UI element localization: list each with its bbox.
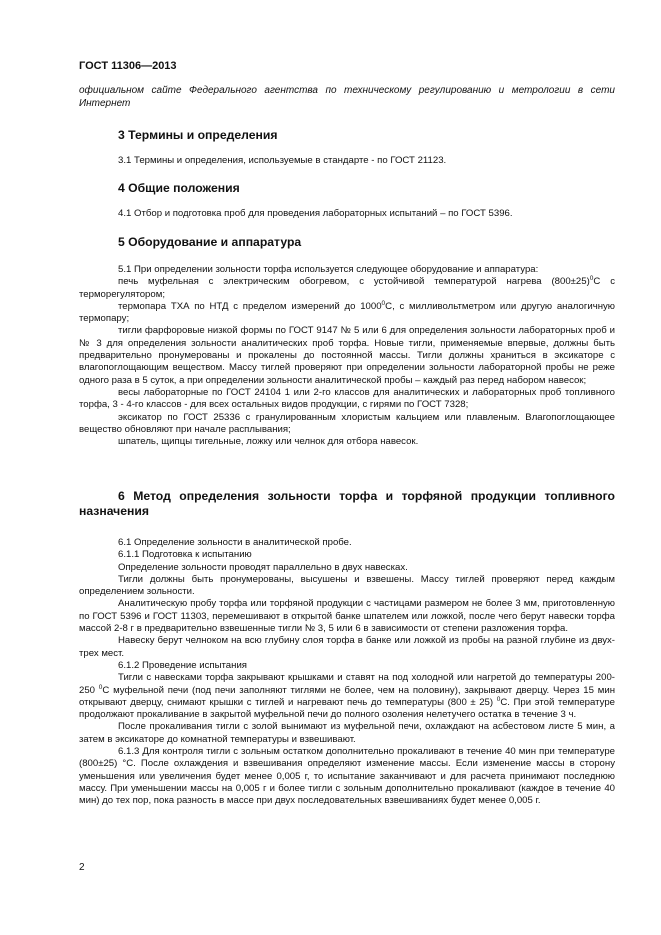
paragraph-6-1-1: 6.1.1 Подготовка к испытанию bbox=[118, 549, 252, 561]
degree-superscript: 0 bbox=[589, 275, 594, 283]
paragraph-heating: Тигли с навесками торфа закрывают крышками и ставят на под холодной или нагретой до температуры 200-250 $^0$С муфельной печи (под печи заполняют тиглями не более, чем на половину), закрывают дверцу. Через 15 мин открывают дверцу, снимают крышки с тиглей и нагревают печь до температуры (800 ± 25) $^0$С. При этой температуре продолжают прокаливание в закрытой муфельной печи до полного озоления нелетучего остатка в течение 3 ч. bbox=[79, 672, 615, 721]
paragraph-sample-prep: Аналитическую пробу торфа или торфяной продукции с частицами размером не более 3 мм, приготовленную по ГОСТ 5396 и ГОСТ 11303, перемешивают в открытой банке шпателем или ложкой, после чего берут навески торфа массой 2-8 г в предварительно взвешенные тигли № 3, 5 или 6 в зависимости от степени разложения торфа. bbox=[79, 598, 615, 635]
paragraph-sampling: Навеску берут челноком на всю глубину слоя торфа в банке или ложкой из пробы на разной глубине из двух-трех мест. bbox=[79, 635, 615, 659]
paragraph-4-1: 4.1 Отбор и подготовка проб для проведения лабораторных испытаний – по ГОСТ 5396. bbox=[118, 208, 513, 219]
section-5-body bbox=[79, 264, 615, 448]
paragraph-3-1: 3.1 Термины и определения, используемые в стандарте - по ГОСТ 21123. bbox=[118, 155, 447, 166]
document-id-header: ГОСТ 11306—2013 bbox=[79, 60, 177, 72]
paragraph-6-1: 6.1 Определение зольности в аналитической пробе. bbox=[118, 537, 352, 548]
paragraph-thermocouple: термопара ТХА по НТД с пределом измерений до 1000$^0$С, с милливольтметром или другую аналогичную термопару; bbox=[79, 299, 615, 325]
section-5-title: 5 Оборудование и аппаратура bbox=[118, 235, 302, 249]
section-6-title: 6 Метод определения зольности торфа и торфяной продукции топливного назначения bbox=[79, 489, 615, 518]
intro-paragraph: официальном сайте Федерального агентства по техническому регулированию и метрологии в сети Интернет bbox=[79, 85, 615, 109]
degree-superscript: 0 bbox=[381, 299, 386, 307]
degree-superscript: 0 bbox=[98, 683, 103, 691]
page-number: 2 bbox=[79, 862, 85, 873]
paragraph-6-1-3: 6.1.3 Для контроля тигли с зольным остатком дополнительно прокаливают в течение 40 мин при температуре (800±25) °С. После охлаждения и взвешивания определяют изменение массы. Если изменение массы в сторону уменьшения или увеличения будет менее 0,005 г, то испытание заканчивают и для расчета принимают последнюю массу. При уменьшении массы на 0,005 г и более тигли с зольным дополнительно прокаливают (каждое в течение 40 мин) до тех пор, пока разность в массе при двух последовательных взвешиваниях будет менее 0,005 г. bbox=[79, 746, 615, 807]
section-4-title: 4 Общие положения bbox=[118, 181, 240, 195]
section-3-body bbox=[79, 155, 615, 167]
paragraph-crucibles-weighed: Тигли должны быть пронумерованы, высушены и взвешены. Массу тиглей проверяют перед каждым определением зольности. bbox=[79, 573, 615, 598]
paragraph-furnace: печь муфельная с электрическим обогревом, с устойчивой температурой нагрева $(800\pm 25)^0С$ с терморегулятором; bbox=[79, 275, 615, 300]
paragraph-6-1-2: 6.1.2 Проведение испытания bbox=[118, 659, 247, 671]
paragraph-cooling: После прокаливания тигли с золой вынимают из муфельной печи, охлаждают на асбестовом листе 5 мин, а затем в эксикаторе до комнатной температуры и взвешивают. bbox=[79, 721, 615, 745]
section-3-title: 3 Термины и определения bbox=[118, 128, 278, 142]
paragraph-parallel: Определение зольности проводят параллельно в двух навесках. bbox=[118, 561, 408, 573]
section-6-body bbox=[79, 537, 615, 808]
paragraph-tools: шпатель, щипцы тигельные, ложку или челнок для отбора навесок. bbox=[118, 436, 419, 448]
paragraph-desiccator: эксикатор по ГОСТ 25336 с гранулированным хлористым кальцием или плавленым. Влагопоглощающее вещество обновляют при начале расплывания; bbox=[79, 411, 615, 435]
paragraph-5-1: 5.1 При определении зольности торфа используется следующее оборудование и аппаратура: bbox=[118, 264, 539, 275]
paragraph-scales: весы лабораторные по ГОСТ 24104 1 или 2-го классов для аналитических и лабораторных проб топливного торфа, 3 - 4-го классов - для всех остальных видов продукции, с гирями по ГОСТ 7328; bbox=[79, 386, 615, 411]
paragraph-crucibles: тигли фарфоровые низкой формы по ГОСТ 9147 № 5 или 6 для определения зольности лабораторных проб и № 3 для определения зольности аналитических проб торфа. Новые тигли, применяемые впервые, должны быть предварительно пронумерованы и прокалены до постоянной массы. Тигли должны храниться в эксикаторе с влагопоглощающим веществом. Массу тиглей проверяют при определении зольности лабораторной пробы не реже одного раза в 5 суток, а при определении зольности аналитической пробы – каждый раз перед набором навесок; bbox=[79, 325, 615, 386]
section-4-body bbox=[79, 208, 615, 220]
degree-superscript: 0 bbox=[496, 695, 501, 703]
